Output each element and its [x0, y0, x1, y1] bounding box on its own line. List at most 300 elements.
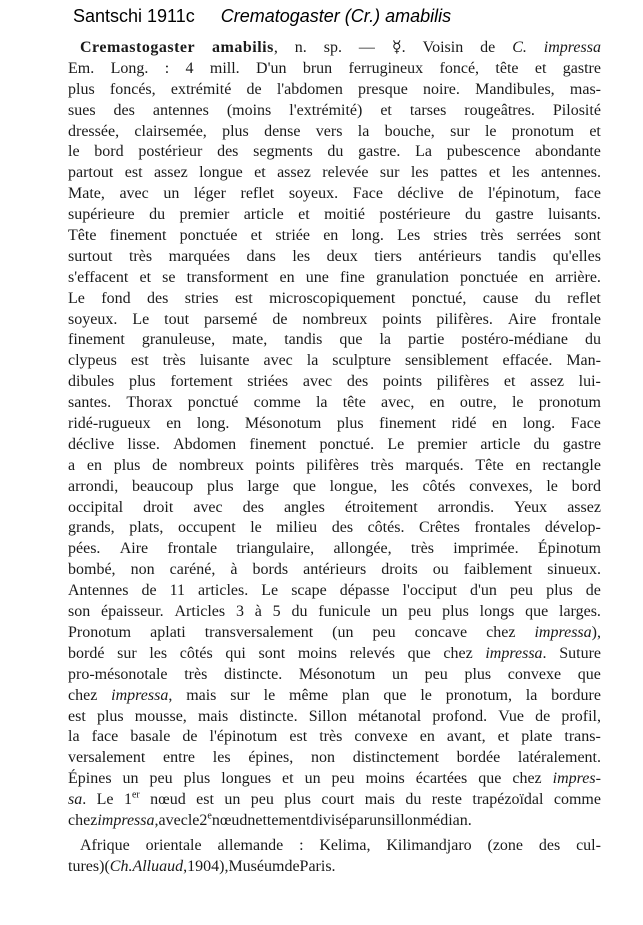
text-run: l'extrémité) — [289, 101, 363, 119]
text-run: peu — [408, 603, 432, 621]
word — [110, 226, 167, 247]
text-run: microscopiquement — [269, 289, 396, 307]
word — [392, 38, 406, 59]
text-line — [68, 205, 601, 226]
text-run: du — [405, 791, 422, 809]
word — [289, 101, 362, 122]
word — [440, 59, 480, 80]
word — [299, 665, 375, 686]
word — [368, 518, 405, 539]
word — [330, 477, 378, 498]
text-run: dévelop- — [544, 519, 601, 537]
word — [170, 372, 232, 393]
word — [452, 414, 477, 435]
word — [68, 560, 116, 581]
text-run: qui — [225, 644, 246, 662]
word — [380, 163, 400, 184]
text-run: du — [534, 289, 551, 307]
word — [561, 707, 601, 728]
word — [371, 456, 394, 477]
word — [150, 769, 173, 790]
word — [68, 226, 96, 247]
word — [430, 393, 445, 414]
text-line — [68, 498, 601, 519]
word — [142, 330, 215, 351]
text-run: la — [379, 331, 391, 349]
word — [256, 59, 286, 80]
text-run: dense — [264, 122, 301, 140]
word — [272, 310, 287, 331]
text-line — [68, 435, 601, 456]
text-run: Aire — [507, 310, 537, 328]
text-run: pronotum, — [445, 686, 512, 704]
text-run: presque — [358, 80, 408, 98]
text-run: la — [315, 394, 328, 412]
text-run: premier — [179, 206, 230, 224]
word — [369, 811, 385, 832]
word — [248, 748, 293, 769]
word — [68, 477, 118, 498]
text-run: gastre. — [358, 143, 401, 161]
word — [68, 247, 112, 268]
text-run: un — [369, 811, 386, 829]
text-run: Tête — [475, 456, 504, 474]
text-run: déclive — [68, 435, 115, 453]
text-run: l'épinotum, — [487, 185, 560, 203]
text-run: chez — [512, 770, 542, 788]
text-line — [68, 80, 601, 101]
text-run: peu — [331, 770, 355, 788]
word — [512, 38, 527, 59]
word — [572, 477, 601, 498]
word — [68, 857, 104, 878]
text-run: qu'elles — [552, 247, 601, 265]
word — [284, 790, 311, 811]
word — [114, 101, 135, 122]
word — [187, 857, 228, 878]
word — [508, 665, 561, 686]
word — [117, 644, 137, 665]
word — [253, 142, 313, 163]
word — [589, 122, 601, 143]
word — [101, 289, 130, 310]
text-run: convexes, — [469, 477, 533, 495]
text-run: et — [503, 373, 516, 391]
text-run: de — [246, 80, 262, 98]
text-run: sensiblement — [404, 352, 489, 370]
text-run: foncé, — [439, 59, 480, 77]
word — [135, 707, 187, 728]
text-run: tures) — [68, 857, 105, 875]
text-run: ou — [432, 561, 449, 579]
text-run: ponctuée — [460, 268, 518, 286]
word — [446, 686, 512, 707]
text-run: clairsemée, — [134, 122, 207, 140]
text-run: faiblement — [463, 561, 533, 579]
text-run: soyeux. — [68, 310, 118, 328]
text-run: plus — [464, 665, 492, 683]
species-name-bold: Cremastogaster — [80, 39, 196, 56]
text-run: en — [419, 728, 435, 746]
text-run: des — [331, 519, 354, 537]
text-run: long. — [522, 415, 556, 433]
word — [510, 581, 533, 602]
word — [284, 330, 322, 351]
word — [475, 456, 503, 477]
text-run: Mate, — [68, 185, 105, 203]
word — [535, 289, 551, 310]
text-run: Vue — [498, 707, 524, 725]
text-run: striée — [275, 227, 310, 245]
word — [159, 811, 188, 832]
word — [250, 518, 262, 539]
text-line — [68, 644, 601, 665]
word — [526, 686, 538, 707]
text-run: : — [164, 59, 170, 77]
word — [127, 435, 159, 456]
word — [68, 435, 114, 456]
text-run: plus — [546, 582, 573, 600]
word — [545, 518, 601, 539]
text-run: tandis — [284, 331, 323, 349]
word — [150, 623, 186, 644]
text-run: avant, — [446, 728, 486, 746]
word — [539, 393, 601, 414]
text-run: de — [535, 707, 551, 725]
text-run: ferrugineux — [348, 59, 424, 77]
text-run: clypeus — [68, 352, 117, 370]
text-run: court — [321, 791, 355, 809]
word — [255, 602, 262, 623]
text-run: Mésonotum — [298, 665, 376, 683]
word — [154, 163, 188, 184]
italic-text: Ch. — [109, 857, 133, 875]
text-run: nœud — [150, 791, 186, 809]
text-run: extrémité — [170, 80, 232, 98]
text-run: 11 — [169, 582, 186, 600]
text-run: Mésonotum — [244, 415, 322, 433]
word — [80, 836, 130, 857]
text-run: (un — [332, 623, 354, 641]
text-run: le — [68, 143, 80, 161]
word — [244, 205, 284, 226]
word — [212, 38, 278, 59]
text-run: du — [464, 206, 481, 224]
word — [68, 393, 111, 414]
word — [415, 142, 432, 163]
text-run: large — [247, 477, 280, 495]
text-run: , — [168, 686, 173, 704]
word — [405, 351, 489, 372]
word — [129, 372, 156, 393]
word — [574, 226, 601, 247]
text-run: la — [306, 352, 319, 370]
text-run: reflet — [240, 185, 275, 203]
text-run: orientale — [145, 836, 202, 854]
word — [567, 498, 601, 519]
word — [178, 518, 236, 539]
text-run: Mandibules, — [475, 80, 555, 98]
word — [405, 790, 421, 811]
text-run: points — [255, 456, 295, 474]
word — [254, 163, 266, 184]
text-run: droit — [143, 498, 174, 516]
text-run: les — [292, 247, 311, 265]
text-run: bouche, — [384, 122, 435, 140]
word — [111, 59, 149, 80]
text-run: pilifères — [436, 373, 490, 391]
text-run: soyeux. — [288, 185, 339, 203]
text-run: foncés, — [109, 80, 156, 98]
word — [167, 539, 217, 560]
text-run: assez — [277, 164, 311, 182]
word — [474, 518, 530, 539]
text-run: des — [217, 143, 239, 161]
text-run: sont — [574, 227, 601, 245]
word — [437, 372, 489, 393]
text-run: peu — [509, 582, 534, 600]
word — [210, 59, 240, 80]
word — [131, 560, 155, 581]
text-run: que — [478, 770, 502, 788]
word — [204, 310, 257, 331]
text-run: son — [68, 603, 91, 621]
text-run: avec — [119, 185, 149, 203]
text-run: postéro-médiane — [461, 331, 568, 349]
word — [392, 665, 408, 686]
word — [512, 769, 541, 790]
word — [68, 518, 115, 539]
word — [381, 602, 397, 623]
word — [415, 623, 467, 644]
text-run: des — [113, 101, 135, 119]
text-run: par — [348, 811, 370, 829]
text-run: mousse, — [134, 707, 187, 725]
word — [586, 581, 601, 602]
text-line — [68, 665, 601, 686]
text-line — [68, 393, 601, 414]
word — [358, 80, 408, 101]
text-run: le — [263, 686, 276, 704]
text-run: les — [410, 164, 429, 182]
text-run: beaucoup — [131, 477, 194, 495]
word — [512, 163, 530, 184]
text-run: le — [546, 477, 558, 495]
text-run: nombreux — [178, 456, 244, 474]
text-run: sur — [230, 686, 250, 704]
word — [458, 184, 473, 205]
word — [153, 101, 209, 122]
word — [230, 686, 250, 707]
text-run: tarses — [409, 101, 447, 119]
text-run: longue, — [329, 477, 378, 495]
text-run: très — [410, 540, 435, 558]
text-run: ponctué — [187, 394, 239, 412]
text-run: avec — [263, 352, 293, 370]
text-run: distinctement — [352, 749, 439, 767]
text-run: et — [497, 728, 510, 746]
word — [488, 836, 524, 857]
word — [422, 477, 455, 498]
word — [464, 560, 532, 581]
word — [535, 59, 547, 80]
word — [539, 836, 560, 857]
word — [347, 372, 368, 393]
text-run: points — [382, 310, 422, 328]
text-line — [68, 226, 601, 247]
word — [247, 372, 288, 393]
word — [358, 142, 400, 163]
text-run: Face — [352, 185, 383, 203]
word — [293, 477, 316, 498]
text-run: article — [480, 435, 521, 453]
text-line — [68, 38, 601, 59]
word — [548, 205, 601, 226]
word — [461, 330, 568, 351]
word — [566, 351, 601, 372]
text-run: finement — [249, 435, 307, 453]
text-run: l'abdomen — [276, 80, 343, 98]
word — [120, 539, 148, 560]
word — [199, 163, 243, 184]
word — [264, 686, 276, 707]
word — [217, 142, 238, 163]
word — [235, 289, 253, 310]
text-run: la — [357, 122, 370, 140]
word — [311, 748, 335, 769]
word — [321, 790, 354, 811]
word — [284, 498, 325, 519]
text-run: que — [577, 665, 601, 683]
text-run: plus — [183, 770, 211, 788]
text-run: , — [183, 857, 188, 875]
text-run: en — [166, 415, 182, 433]
text-run: article — [243, 206, 284, 224]
text-run: assez — [530, 373, 564, 391]
text-run: luisants. — [548, 206, 601, 224]
text-line — [68, 414, 601, 435]
text-line — [68, 351, 601, 372]
word — [275, 226, 310, 247]
word — [514, 498, 547, 519]
word — [564, 727, 600, 748]
text-run: relevée — [322, 164, 369, 182]
text-run: 4 — [185, 59, 194, 77]
word — [535, 142, 601, 163]
text-run: frontales — [474, 519, 531, 537]
text-run: , — [273, 39, 278, 56]
word — [418, 247, 481, 268]
word — [224, 665, 282, 686]
text-run: ponctué. — [319, 435, 375, 453]
word — [354, 727, 407, 748]
word — [221, 769, 271, 790]
word — [343, 393, 366, 414]
word — [551, 310, 601, 331]
text-line — [68, 142, 601, 163]
text-run: mais — [197, 707, 229, 725]
word — [198, 581, 248, 602]
word — [132, 310, 149, 331]
word — [332, 769, 355, 790]
text-run: plus — [96, 707, 124, 725]
text-line — [68, 518, 601, 539]
text-run: Pilosité — [552, 101, 601, 119]
word — [68, 80, 95, 101]
word — [152, 456, 167, 477]
word — [213, 748, 231, 769]
word — [289, 184, 338, 205]
word — [249, 435, 306, 456]
word — [349, 811, 369, 832]
text-run: gastre — [562, 59, 601, 77]
word — [316, 393, 328, 414]
text-run: que — [292, 477, 316, 495]
word — [530, 372, 564, 393]
text-run: noire. — [423, 80, 460, 98]
word — [193, 498, 222, 519]
word — [542, 456, 601, 477]
word — [289, 686, 328, 707]
word — [273, 602, 281, 623]
text-run: du — [327, 143, 344, 161]
word — [483, 289, 519, 310]
text-run: marquées — [168, 247, 230, 265]
word — [376, 268, 449, 289]
text-run: est — [234, 289, 253, 307]
text-run: Crêtes — [418, 519, 460, 537]
word — [324, 205, 365, 226]
word — [398, 184, 444, 205]
word — [319, 435, 374, 456]
text-run: 1 — [123, 791, 132, 809]
text-run: a — [68, 456, 76, 474]
word — [517, 226, 561, 247]
italic-text: impressa — [534, 623, 592, 641]
text-run: Antennes — [68, 582, 129, 600]
word — [169, 247, 230, 268]
text-line — [68, 727, 601, 748]
word — [318, 602, 370, 623]
text-line — [68, 790, 601, 811]
text-run: (moins — [226, 101, 272, 119]
word — [245, 414, 321, 435]
text-run: en — [86, 456, 102, 474]
text-run: sont — [258, 644, 286, 662]
word — [97, 811, 158, 832]
italic-text: Alluaud — [132, 857, 184, 875]
word — [228, 857, 284, 878]
italic-text: sa — [68, 791, 83, 809]
text-run: ponctué, — [411, 289, 467, 307]
text-run: Paris. — [299, 857, 336, 875]
text-run: ( — [104, 857, 110, 875]
word — [129, 518, 163, 539]
word — [578, 665, 601, 686]
text-run: plus — [128, 373, 156, 391]
text-line — [68, 122, 601, 143]
word — [374, 247, 402, 268]
word — [68, 372, 114, 393]
word — [322, 163, 368, 184]
word — [68, 686, 97, 707]
word — [379, 414, 436, 435]
word — [523, 414, 555, 435]
word — [480, 226, 503, 247]
text-run: est — [289, 728, 308, 746]
text-run: de — [585, 582, 601, 600]
superscript: e — [207, 810, 212, 822]
